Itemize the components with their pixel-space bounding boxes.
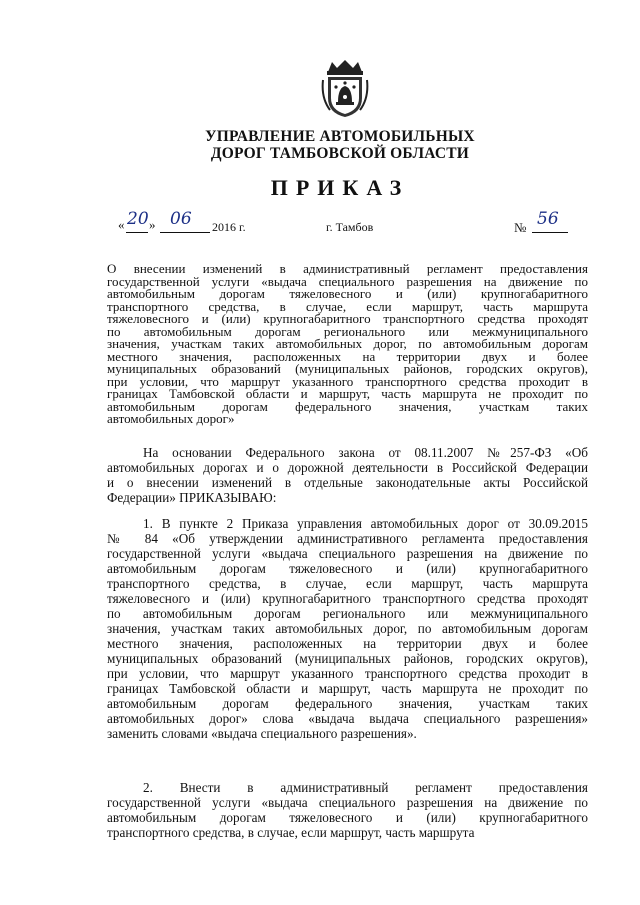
subject-line: значения, участкам таких автомобильных дорог, по автомобильным дорогам — [107, 336, 588, 351]
item1-line: автомобильных дорог» слова «выдача выдача специального разрешения» — [107, 711, 588, 726]
subject-line: муниципальных образований (муниципальных районов, городских округов), — [107, 361, 588, 376]
item1-line: при условии, что маршрут указанного транспортного средства проходит в — [107, 666, 588, 681]
subject-line: границах Тамбовской области и маршрут, часть маршрута не проходит по — [107, 386, 588, 401]
item1-line: № 84 «Об утверждении административного регламента предоставления — [107, 531, 588, 546]
subject-line: транспортного средства, в случае, если маршрут, часть маршрута — [107, 298, 588, 314]
preamble-line: На основании Федерального закона от 08.11.2007 №257-ФЗ «Об — [143, 445, 588, 460]
item1-line: автомобильным дорогам тяжеловесного и (или) крупногабаритного — [107, 561, 588, 576]
organization-name-line2: ДОРОГ ТАМБОВСКОЙ ОБЛАСТИ — [210, 145, 470, 162]
subject-line: О внесении изменений в административный регламент предоставления — [107, 261, 588, 276]
order-subject-block — [107, 263, 588, 426]
order-item-2 — [107, 780, 588, 840]
document-type-title: ПРИКАЗ — [270, 175, 410, 200]
item1-line: государственной услуги «выдача специального разрешения на движение по — [107, 546, 588, 561]
item1-line: местного значения, расположенных на территории двух и более — [107, 636, 588, 651]
subject-line: автомобильным дорогам тяжеловесного и (или) крупногабаритного — [107, 286, 588, 301]
item2-line: автомобильным дорогам тяжеловесного и (или) крупногабаритного — [107, 810, 588, 825]
preamble-paragraph — [107, 445, 588, 505]
organization-name-line1: УПРАВЛЕНИЕ АВТОМОБИЛЬНЫХ — [205, 128, 475, 145]
item1-line: 1. В пункте 2 Приказа управления автомобильных дорог от 30.09.2015 — [143, 516, 588, 531]
date-day-underline — [126, 232, 148, 233]
item1-line: границах Тамбовской области и маршрут, часть маршрута не проходит по — [107, 681, 588, 696]
order-number-handwritten: 56 — [537, 209, 559, 229]
item1-line: муниципальных образований (муниципальных районов, городских округов), — [107, 651, 588, 666]
item1-line: транспортного средства, в случае, если маршрут, часть маршрута — [107, 576, 588, 591]
item2-line: государственной услуги «выдача специального разрешения на движение по — [107, 795, 588, 810]
preamble-line: и о внесении изменений в отдельные законодательные акты Российской — [107, 475, 588, 490]
tambov-coat-of-arms-emblem — [320, 58, 370, 118]
date-open-quote: « — [118, 217, 125, 232]
subject-line: по автомобильным дорогам регионального или межмуниципального — [107, 323, 588, 339]
item1-line: значения, участкам таких автомобильных дорог, по автомобильным дорогам — [107, 621, 588, 636]
item1-line: тяжеловесного и (или) крупногабаритного транспортного средства проходят — [107, 591, 588, 606]
date-close-quote: » — [149, 217, 156, 232]
subject-line: автомобильным дорогам федерального значения, участкам таких — [107, 398, 588, 414]
preamble-line: автомобильных дорогах и о дорожной деятельности в Российской Федерации — [107, 460, 588, 475]
order-number-prefix: № — [514, 220, 527, 235]
item2-line: транспортного средства, в случае, если маршрут, часть маршрута — [107, 825, 475, 840]
organization-name — [150, 128, 530, 162]
preamble-line: Федерации» ПРИКАЗЫВАЮ: — [107, 490, 277, 505]
subject-line: при условии, что маршрут указанного транспортного средства проходит в — [107, 373, 588, 389]
subject-line: тяжеловесного и (или) крупногабаритного транспортного средства проходят — [107, 311, 588, 326]
date-line — [0, 209, 640, 237]
item1-line: заменить словами «выдача специального разрешения». — [107, 726, 417, 741]
order-number-underline — [532, 232, 568, 233]
subject-line: государственной услуги «выдача специального разрешения на движение по — [107, 273, 588, 289]
item2-line: 2. Внести в административный регламент предоставления — [143, 780, 588, 795]
item1-line: автомобильным дорогам федерального значения, участкам таких — [107, 696, 588, 711]
date-year: 2016 г. — [212, 220, 246, 234]
date-month-handwritten: 06 — [170, 209, 192, 229]
subject-line: местного значения, расположенных на территории двух и более — [107, 348, 588, 364]
subject-line: автомобильных дорог» — [107, 411, 235, 426]
date-day-handwritten: 20 — [127, 209, 149, 229]
date-month-underline — [160, 232, 210, 233]
order-item-1 — [107, 516, 588, 741]
item1-line: по автомобильным дорогам регионального или межмуниципального — [107, 606, 588, 621]
city-name: г. Тамбов — [326, 220, 374, 234]
